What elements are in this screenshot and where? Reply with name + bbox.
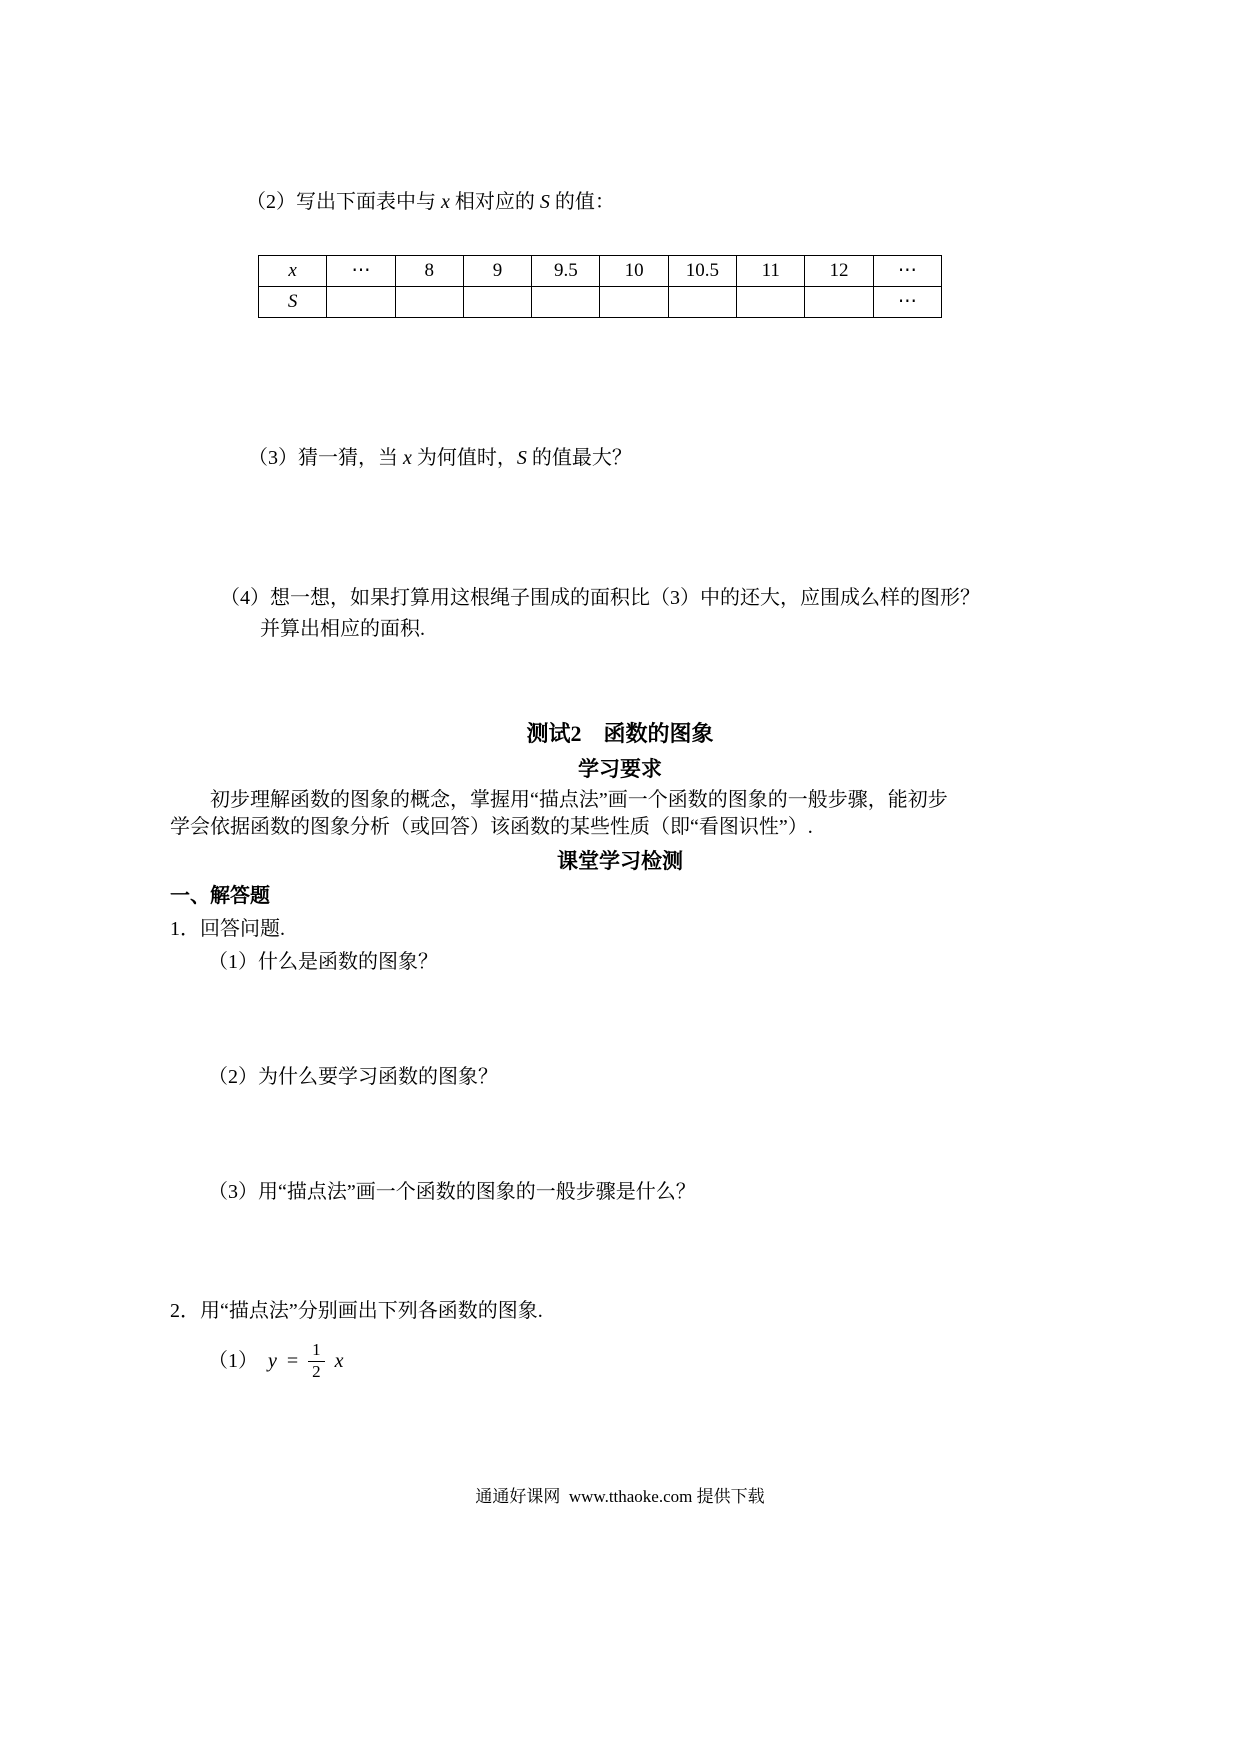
table-cell-blank	[463, 287, 531, 318]
requirements-paragraph	[170, 787, 1070, 841]
equals-sign: =	[286, 1350, 299, 1373]
section-subtitle-requirements: 学习要求	[578, 756, 662, 781]
table-cell-blank	[737, 287, 805, 318]
problem-2-part-1	[208, 1341, 1070, 1381]
question-2-text-pre: （2）写出下面表中与	[246, 191, 441, 213]
table-cell: 9	[463, 256, 531, 287]
requirements-line2: 学会依据函数的图象分析（或回答）该函数的某些性质（即“看图识性”）.	[170, 816, 813, 839]
question-4-line1: （4）想一想，如果打算用这根绳子围成的面积比（3）中的还大，应围成么样的图形？	[220, 587, 980, 609]
formula-label: （1）	[208, 1350, 258, 1373]
fraction-numerator: 1	[308, 1341, 325, 1362]
requirements-line1: 初步理解函数的图象的概念，掌握用“描点法”画一个函数的图象的一般步骤，能初步	[210, 789, 948, 812]
table-cell: 12	[805, 256, 873, 287]
table-row-x	[259, 256, 942, 287]
table-cell: 10.5	[668, 256, 736, 287]
variable-x: x	[403, 447, 412, 469]
values-table	[258, 255, 942, 318]
table-cell-blank	[327, 287, 395, 318]
problem-1-part-1: （1）什么是函数的图象？	[208, 951, 438, 974]
problem-1-part-3: （3）用“描点法”画一个函数的图象的一般步骤是什么？	[208, 1181, 696, 1204]
problem-2: 2．用“描点法”分别画出下列各函数的图象.	[170, 1300, 543, 1323]
problem-1-part-2: （2）为什么要学习函数的图象？	[208, 1066, 498, 1089]
variable-s: S	[516, 447, 527, 469]
table-cell-blank	[600, 287, 668, 318]
table-cell: ⋯	[873, 256, 941, 287]
question-2-text-post: 的值：	[549, 191, 615, 213]
formula-lhs: y	[268, 1350, 277, 1373]
question-3-text-mid: 为何值时，	[411, 447, 517, 469]
fraction-denominator: 2	[312, 1362, 321, 1382]
question-2-prompt	[216, 162, 1070, 243]
table-cell-blank	[805, 287, 873, 318]
fraction-one-half	[308, 1341, 325, 1381]
variable-s: S	[539, 191, 550, 213]
table-cell: 10	[600, 256, 668, 287]
table-cell: x	[259, 256, 327, 287]
footer-watermark: 通通好课网 www.tthaoke.com 提供下载	[475, 1487, 765, 1506]
table-cell: ⋯	[327, 256, 395, 287]
table-cell: ⋯	[873, 287, 941, 318]
problem-1: 1．回答问题.	[170, 918, 285, 941]
table-cell-blank	[395, 287, 463, 318]
table-cell-blank	[532, 287, 600, 318]
section-subtitle-classroom-test: 课堂学习检测	[557, 849, 683, 874]
variable-x: x	[441, 191, 450, 213]
table-cell: S	[259, 287, 327, 318]
section-title: 测试2 函数的图象	[526, 721, 714, 746]
table-row-s	[259, 287, 942, 318]
formula-rhs: x	[334, 1350, 344, 1373]
table-cell: 9.5	[532, 256, 600, 287]
table-cell-blank	[668, 287, 736, 318]
question-3-text-post: 的值最大？	[526, 447, 632, 469]
question-3-prompt	[218, 418, 1070, 499]
question-4-line2: 并算出相应的面积.	[260, 618, 425, 640]
question-3-text-pre: （3）猜一猜，当	[248, 447, 403, 469]
problems-heading: 一、解答题	[170, 885, 270, 908]
table-cell: 8	[395, 256, 463, 287]
question-2-text-mid: 相对应的	[449, 191, 540, 213]
table-cell: 11	[737, 256, 805, 287]
